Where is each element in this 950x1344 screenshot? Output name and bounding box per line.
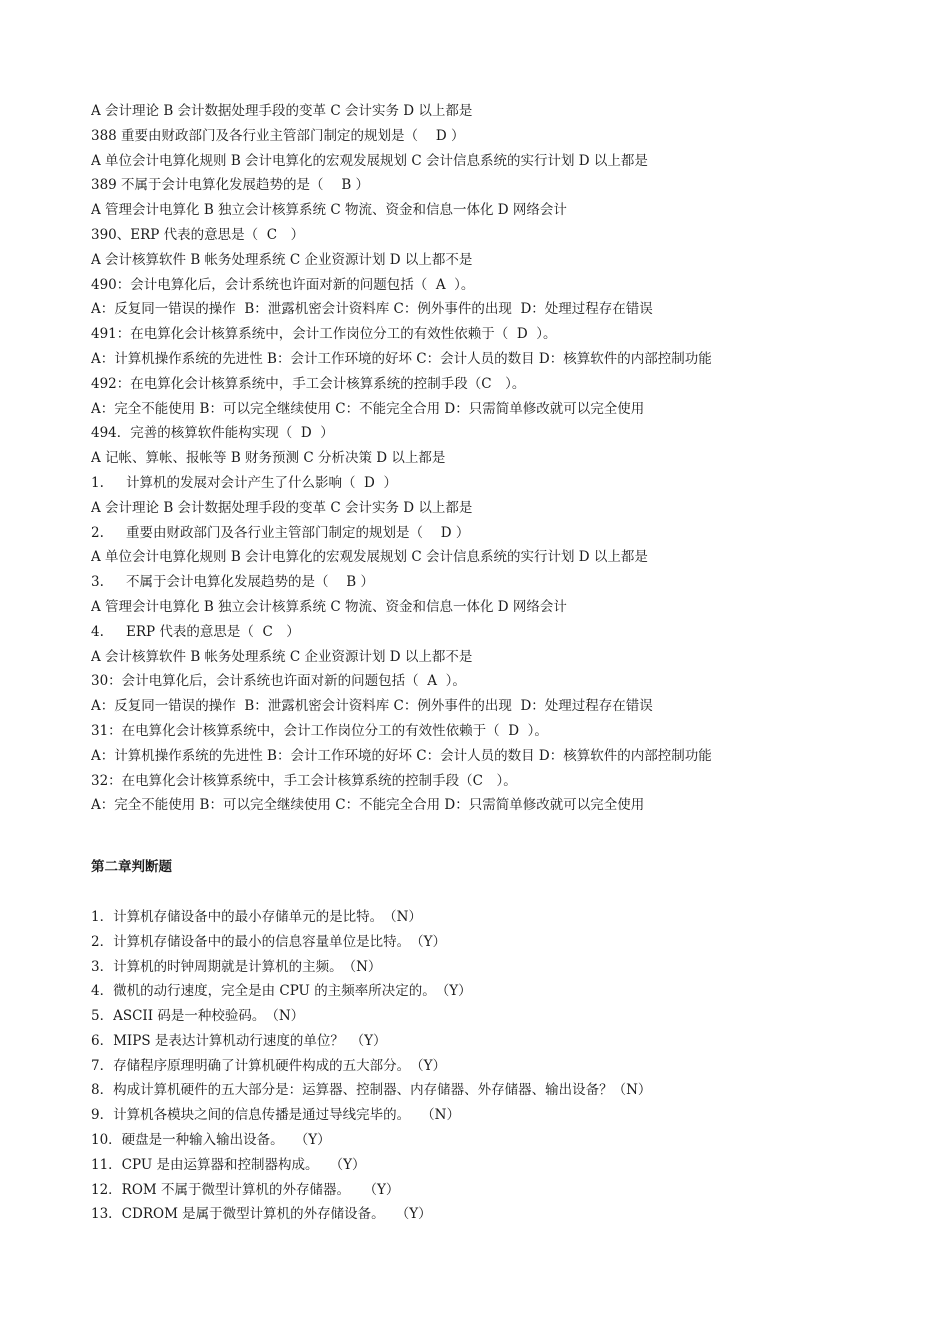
question-line: A 单位会计电算化规则 B 会计电算化的宏观发展规划 C 会计信息系统的实行计划 D 以上都是 — [91, 549, 648, 566]
question-line: 31：在电算化会计核算系统中，会计工作岗位分工的有效性依赖于（ D ）。 — [91, 722, 548, 739]
question-line: A：反复同一错误的操作 B：泄露机密会计资料库 C：例外事件的出现 D：处理过程存在错误 — [91, 301, 653, 318]
question-line: 1. 计算机的发展对会计产生了什么影响（ D ） — [91, 474, 397, 491]
question-line: A：计算机操作系统的先进性 B：会计工作环境的好坏 C：会计人员的数目 D：核算软件的内部控制功能 — [91, 747, 712, 764]
judgment-item: 13．CDROM 是属于微型计算机的外存储设备。 （Y） — [91, 1206, 432, 1223]
section-title: 第二章判断题 — [91, 859, 172, 876]
judgment-item: 12．ROM 不属于微型计算机的外存储器。 （Y） — [91, 1181, 400, 1198]
judgment-item: 11．CPU 是由运算器和控制器构成。 （Y） — [91, 1156, 366, 1173]
spacer — [91, 818, 891, 855]
judgment-item: 6．MIPS 是表达计算机动行速度的单位？ （Y） — [91, 1032, 387, 1049]
question-line: 491：在电算化会计核算系统中，会计工作岗位分工的有效性依赖于（ D ）。 — [91, 326, 557, 343]
question-line: 492：在电算化会计核算系统中，手工会计核算系统的控制手段（C ）。 — [91, 375, 526, 392]
document-page — [91, 99, 891, 1227]
question-line: A 单位会计电算化规则 B 会计电算化的宏观发展规划 C 会计信息系统的实行计划 D 以上都是 — [91, 152, 648, 169]
question-list — [91, 99, 891, 818]
judgment-item: 10．硬盘是一种输入输出设备。 （Y） — [91, 1132, 331, 1149]
spacer — [91, 880, 891, 905]
judgment-item: 7．存储程序原理明确了计算机硬件构成的五大部分。 （Y） — [91, 1057, 447, 1074]
question-line: A 会计理论 B 会计数据处理手段的变革 C 会计实务 D 以上都是 — [91, 499, 473, 516]
judgment-item: 3．计算机的时钟周期就是计算机的主频。 （N） — [91, 958, 382, 975]
judgment-item: 8．构成计算机硬件的五大部分是：运算器、控制器、内存储器、外存储器、输出设备？（N） — [91, 1082, 652, 1099]
question-line: A 管理会计电算化 B 独立会计核算系统 C 物流、资金和信息一体化 D 网络会计 — [91, 202, 567, 219]
judgment-item: 1．计算机存储设备中的最小存储单元的是比特。 （N） — [91, 908, 422, 925]
judgment-item: 9．计算机各模块之间的信息传播是通过导线完毕的。 （N） — [91, 1107, 460, 1124]
question-line: 3. 不属于会计电算化发展趋势的是（ B ） — [91, 574, 374, 591]
question-line: 389 不属于会计电算化发展趋势的是（ B ） — [91, 177, 370, 194]
question-line: A 会计核算软件 B 帐务处理系统 C 企业资源计划 D 以上都不是 — [91, 251, 473, 268]
question-line: 390、ERP 代表的意思是（ C ） — [91, 226, 305, 243]
question-line: 30：会计电算化后，会计系统也许面对新的问题包括（ A ）。 — [91, 673, 466, 690]
question-line: A：反复同一错误的操作 B：泄露机密会计资料库 C：例外事件的出现 D：处理过程存在错误 — [91, 698, 653, 715]
question-line: A 会计理论 B 会计数据处理手段的变革 C 会计实务 D 以上都是 — [91, 103, 473, 119]
question-line: A 会计核算软件 B 帐务处理系统 C 企业资源计划 D 以上都不是 — [91, 648, 473, 665]
question-line: A：计算机操作系统的先进性 B：会计工作环境的好坏 C：会计人员的数目 D：核算软件的内部控制功能 — [91, 350, 712, 367]
judgment-list — [91, 905, 891, 1227]
question-line: 388 重要由财政部门及各行业主管部门制定的规划是（ D ） — [91, 127, 465, 144]
question-line: 32：在电算化会计核算系统中，手工会计核算系统的控制手段（C ）。 — [91, 772, 517, 789]
question-line: A：完全不能使用 B：可以完全继续使用 C：不能完全合用 D：只需简单修改就可以完全使用 — [91, 797, 645, 814]
question-line: A 管理会计电算化 B 独立会计核算系统 C 物流、资金和信息一体化 D 网络会计 — [91, 598, 567, 615]
judgment-item: 5．ASCII 码是一种校验码。 （N） — [91, 1008, 305, 1025]
question-line: A：完全不能使用 B：可以完全继续使用 C：不能完全合用 D：只需简单修改就可以完全使用 — [91, 400, 645, 417]
question-line: 494．完善的核算软件能构实现（ D ） — [91, 425, 334, 442]
question-line: 2. 重要由财政部门及各行业主管部门制定的规划是（ D ） — [91, 524, 470, 541]
judgment-item: 2．计算机存储设备中的最小的信息容量单位是比特。 （Y） — [91, 933, 447, 950]
question-line: 490：会计电算化后，会计系统也许面对新的问题包括（ A ）。 — [91, 276, 475, 293]
question-line: 4. ERP 代表的意思是（ C ） — [91, 623, 300, 640]
judgment-item: 4．微机的动行速度，完全是由 CPU 的主频率所决定的。 （Y） — [91, 983, 472, 1000]
question-line: A 记帐、算帐、报帐等 B 财务预测 C 分析决策 D 以上都是 — [91, 450, 446, 467]
